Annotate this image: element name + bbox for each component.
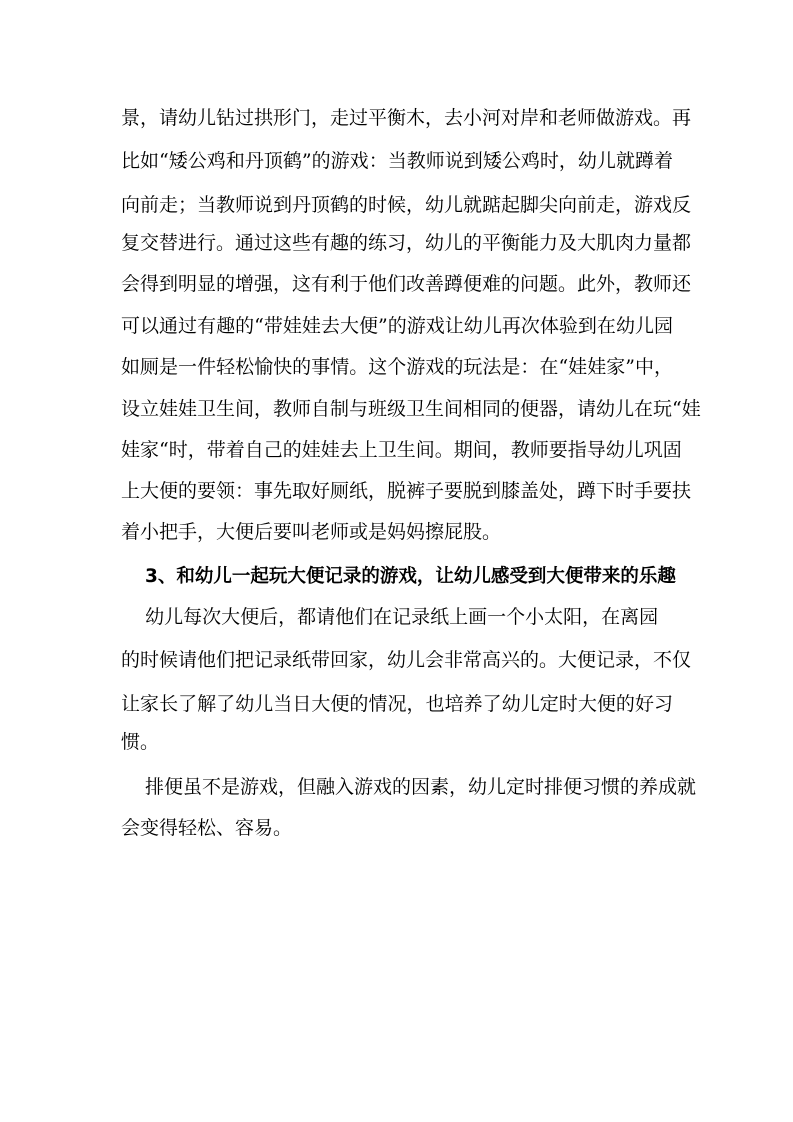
paragraph-line: 景，请幼儿钻过拱形门，走过平衡木，去小河对岸和老师做游戏。再: [121, 107, 692, 129]
paragraph-line: 比如“矮公鸡和丹顶鹤”的游戏：当教师说到矮公鸡时，幼儿就蹲着: [121, 150, 673, 172]
paragraph-line: 如厕是一件轻松愉快的事情。这个游戏的玩法是：在“娃娃家”中，: [121, 356, 673, 378]
paragraph-line: 可以通过有趣的“带娃娃去大便”的游戏让幼儿再次体验到在幼儿园: [121, 315, 673, 337]
paragraph-line: 会得到明显的增强，这有利于他们改善蹲便难的问题。此外，教师还: [121, 273, 692, 295]
paragraph-line: 的时候请他们把记录纸带回家，幼儿会非常高兴的。大便记录，不仅: [121, 649, 692, 671]
paragraph-line: 排便虽不是游戏，但融入游戏的因素，幼儿定时排便习惯的养成就: [145, 776, 697, 798]
paragraph-line: 着小把手，大便后要叫老师或是妈妈擦屁股。: [121, 521, 502, 543]
paragraph-line: 设立娃娃卫生间，教师自制与班级卫生间相同的便器，请幼儿在玩“娃: [121, 398, 701, 420]
section-heading: 3、和幼儿一起玩大便记录的游戏，让幼儿感受到大便带来的乐趣: [145, 566, 676, 587]
paragraph-line: 幼儿每次大便后，都请他们在记录纸上画一个小太阳，在离园: [121, 606, 659, 628]
paragraph-line: 上大便的要领：事先取好厕纸，脱裤子要脱到膝盖处，蹲下时手要扶: [121, 480, 692, 502]
paragraph-line: 娃家“时，带着自己的娃娃去上卫生间。期间，教师要指导幼儿巩固: [121, 439, 682, 461]
paragraph-line: 让家长了解了幼儿当日大便的情况，也培养了幼儿定时大便的好习: [121, 693, 673, 715]
paragraph-line: 惯。: [121, 731, 160, 753]
paragraph-line: 向前走；当教师说到丹顶鹤的时候，幼儿就踮起脚尖向前走，游戏反: [121, 194, 692, 216]
paragraph-line: 会变得轻松、容易。: [121, 817, 293, 839]
paragraph-line: 复交替进行。通过这些有趣的练习，幼儿的平衡能力及大肌肉力量都: [121, 232, 692, 254]
